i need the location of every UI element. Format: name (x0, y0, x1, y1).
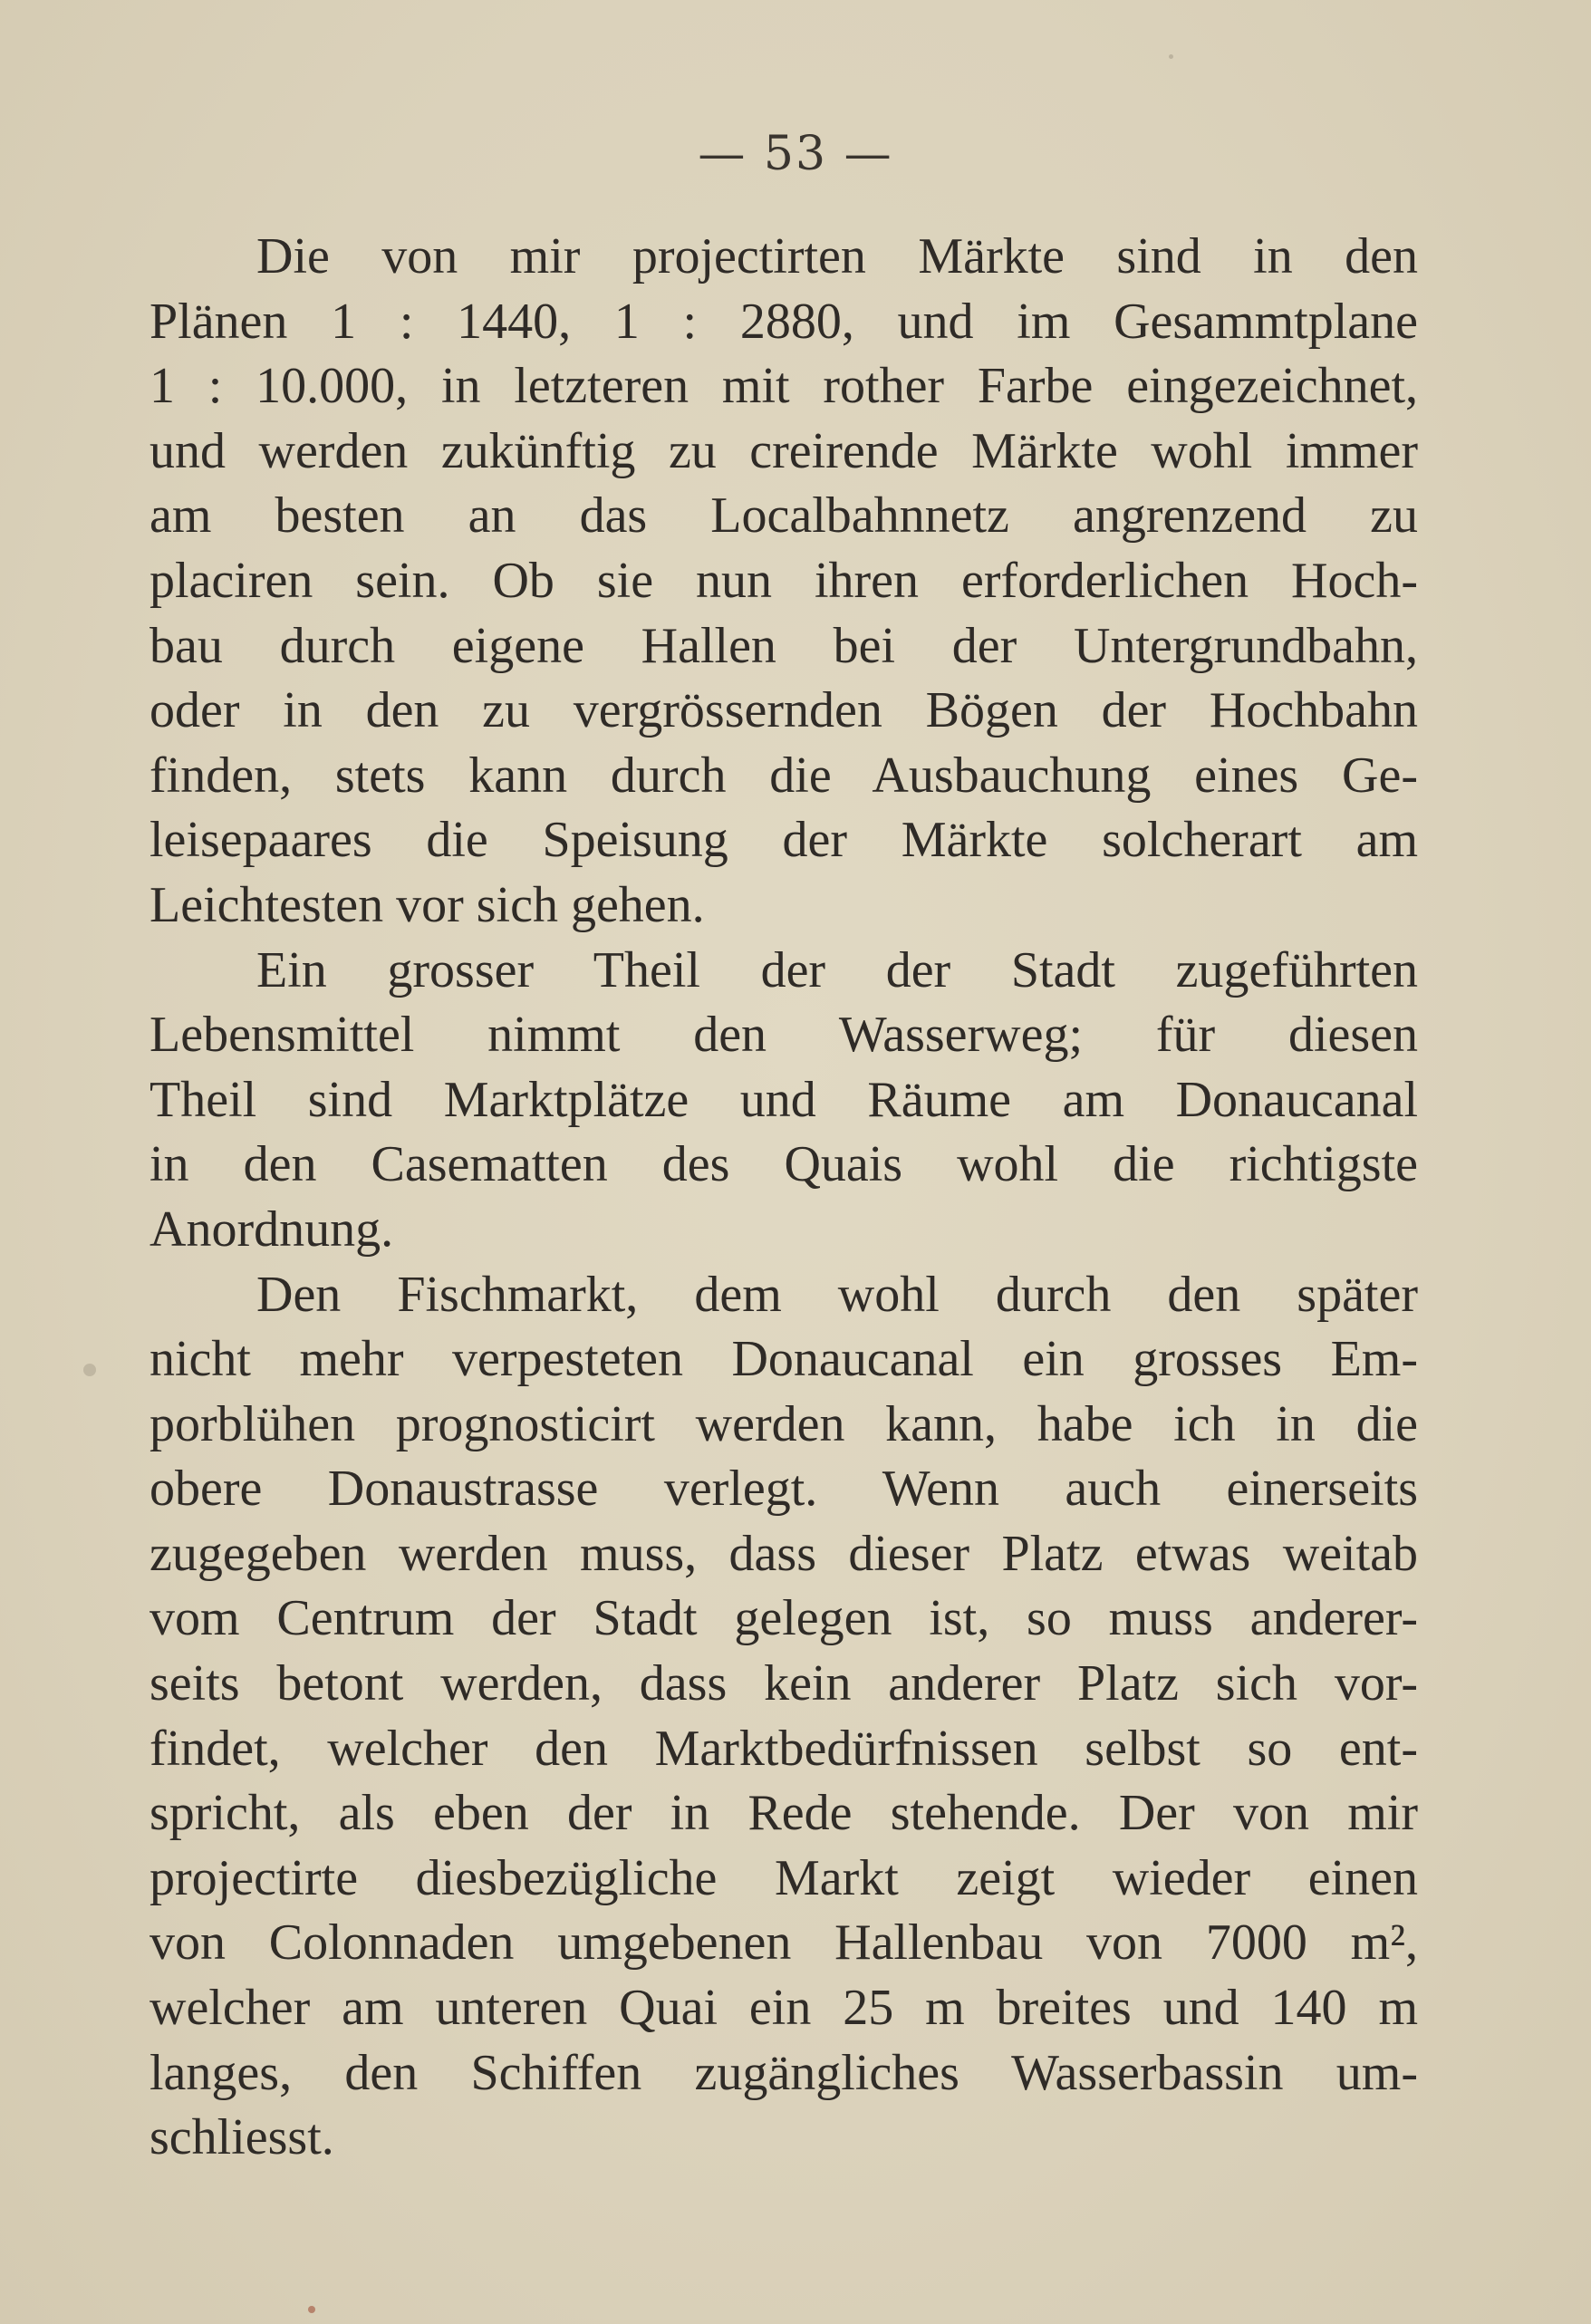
text-line: seits betont werden, dass kein anderer Platz sich vor- (149, 1655, 1418, 1712)
text-line: Anordnung. (149, 1201, 394, 1258)
paper-speck (1169, 54, 1173, 59)
text-line: Plänen 1 : 1440, 1 : 2880, und im Gesammtplane (149, 293, 1418, 350)
text-line: Die von mir projectirten Märkte sind in den (256, 228, 1418, 284)
text-line: placiren sein. Ob sie nun ihren erforderlichen Hoch- (149, 552, 1418, 609)
text-line: zugegeben werden muss, dass dieser Platz etwas weitab (149, 1525, 1418, 1582)
text-line: von Colonnaden umgebenen Hallenbau von 7000 m², (149, 1914, 1418, 1972)
text-line: welcher am unteren Quai ein 25 m breites und 140 m (149, 1980, 1418, 2037)
body-text (149, 225, 1418, 2171)
text-line: spricht, als eben der in Rede stehende. Der von mir (149, 1785, 1418, 1842)
text-line: schliesst. (149, 2109, 334, 2166)
paragraph-2 (149, 939, 1418, 1263)
paragraph-3 (149, 1263, 1418, 2171)
text-line: oder in den zu vergrössernden Bögen der Hochbahn (149, 682, 1418, 739)
paper-speck (83, 1364, 96, 1376)
text-line: Ein grosser Theil der der Stadt zugeführten (256, 941, 1418, 998)
text-line: leisepaares die Speisung der Märkte solcherart am (149, 812, 1418, 869)
text-line: Theil sind Marktplätze und Räume am Donaucanal (149, 1071, 1418, 1128)
text-line: in den Casematten des Quais wohl die richtigste (149, 1136, 1418, 1193)
text-line: finden, stets kann durch die Ausbauchung eines Ge- (149, 747, 1418, 804)
text-line: und werden zukünftig zu creirende Märkte wohl immer (149, 422, 1418, 479)
text-line: am besten an das Localbahnnetz angrenzend zu (149, 487, 1418, 545)
text-line: bau durch eigene Hallen bei der Untergrundbahn, (149, 617, 1418, 674)
text-line: 1 : 10.000, in letzteren mit rother Farbe eingezeichnet, (149, 358, 1418, 415)
text-line: obere Donaustrasse verlegt. Wenn auch einerseits (149, 1461, 1418, 1518)
text-line: projectirte diesbezügliche Markt zeigt wieder einen (149, 1849, 1418, 1906)
text-line: Lebensmittel nimmt den Wasserweg; für diesen (149, 1007, 1418, 1064)
text-line: langes, den Schiffen zugängliches Wasserbassin um- (149, 2044, 1418, 2101)
text-line: Leichtesten vor sich gehen. (149, 876, 705, 933)
text-line: nicht mehr verpesteten Donaucanal ein grosses Em- (149, 1331, 1418, 1388)
text-line: porblühen prognosticirt werden kann, habe ich in die (149, 1395, 1418, 1452)
text-line: vom Centrum der Stadt gelegen ist, so muss anderer- (149, 1590, 1418, 1647)
text-line: Den Fischmarkt, dem wohl durch den später (256, 1266, 1418, 1323)
text-line: findet, welcher den Marktbedürfnissen selbst so ent- (149, 1720, 1418, 1777)
paper-speck (308, 2306, 315, 2313)
paragraph-1 (149, 225, 1418, 939)
page-number: — 53 — (698, 127, 893, 181)
